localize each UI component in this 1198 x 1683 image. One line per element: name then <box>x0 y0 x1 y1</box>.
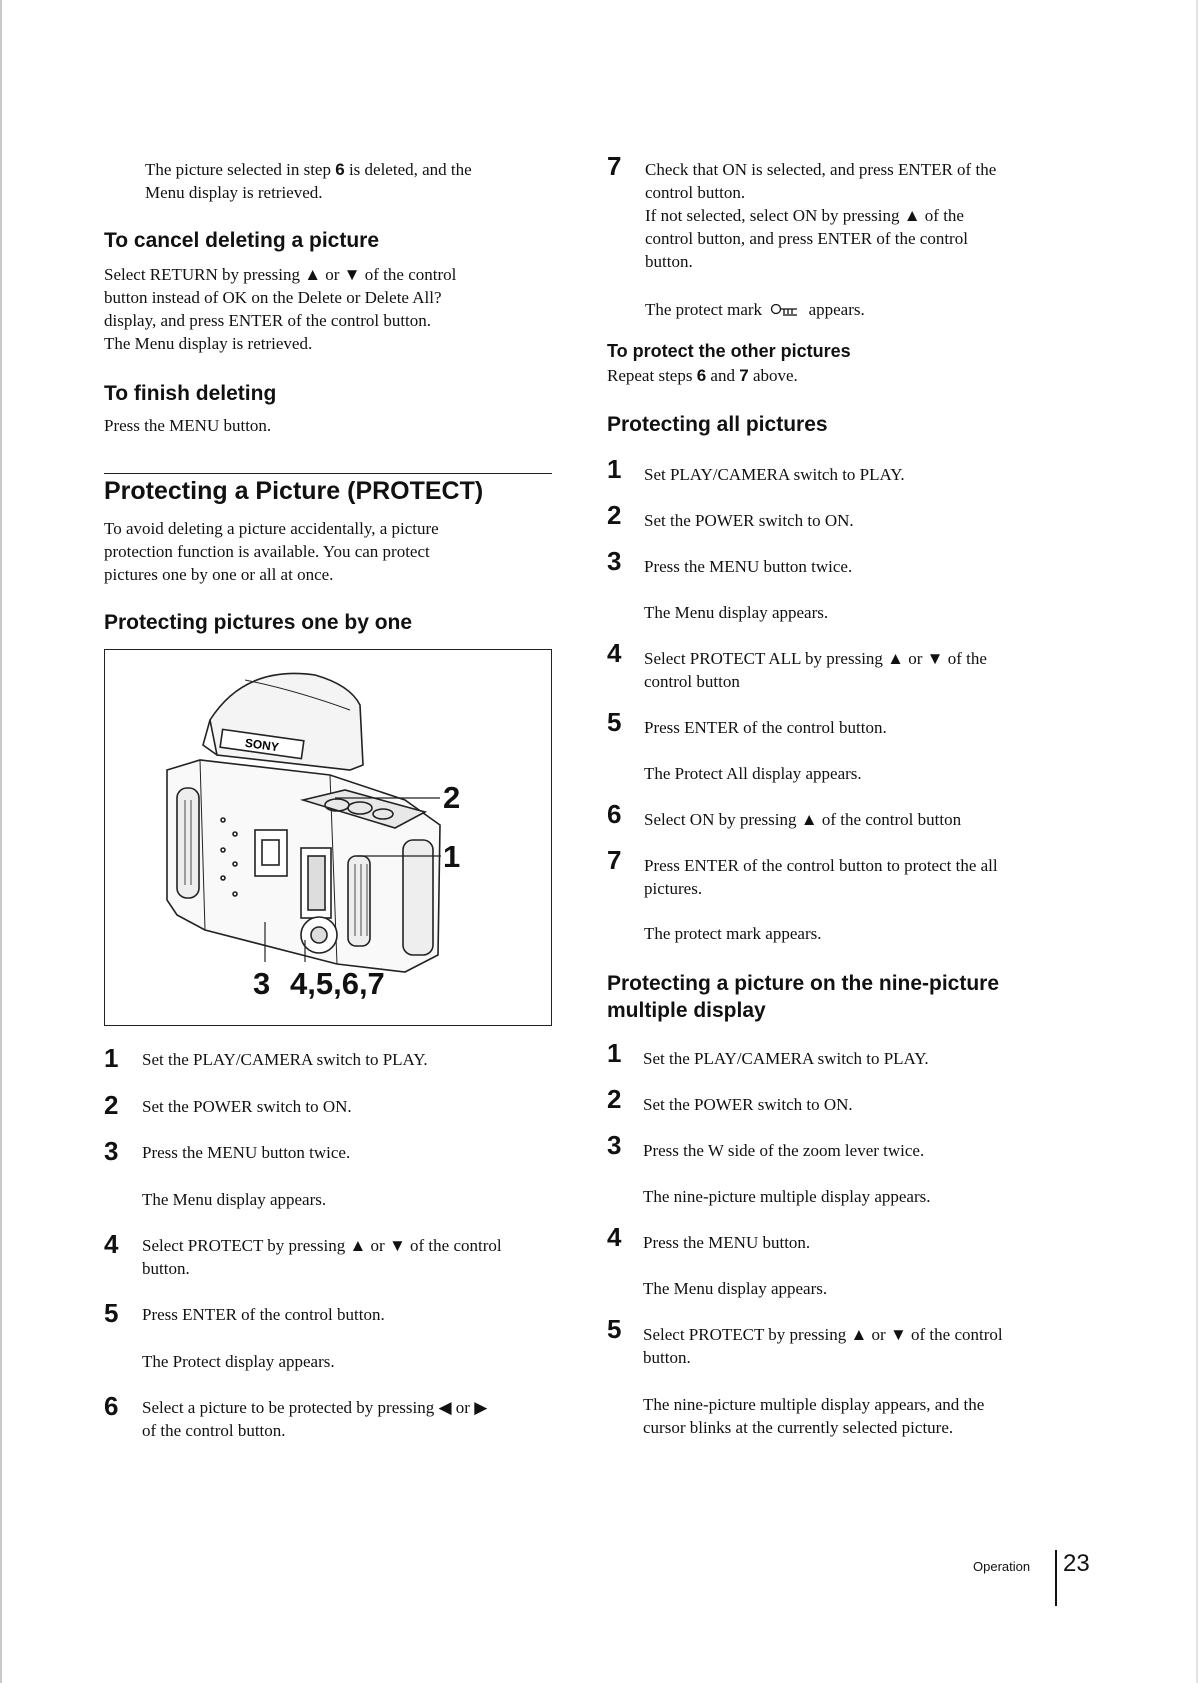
step-text: Select ON by pressing ▲ of the control button <box>644 810 962 829</box>
step-note: The nine-picture multiple display appears. <box>643 1187 931 1206</box>
step-number: 6 <box>104 1391 119 1421</box>
finish-text: Press the MENU button. <box>104 416 272 435</box>
callout-2: 2 <box>443 780 461 815</box>
step-text: Press ENTER of the control button. <box>142 1305 385 1324</box>
step-text: Set the PLAY/CAMERA switch to PLAY. <box>142 1050 428 1069</box>
step-number: 5 <box>104 1298 119 1328</box>
heading-protecting-all: Protecting all pictures <box>607 413 828 436</box>
step-number: 2 <box>104 1090 119 1120</box>
protect-mark-icon <box>770 301 800 317</box>
scan-edge-left <box>0 0 2 1683</box>
step-number: 5 <box>607 707 622 737</box>
step-number: 5 <box>607 1314 622 1344</box>
callout-3: 3 <box>253 966 271 1001</box>
heading-one-by-one: Protecting pictures one by one <box>104 611 413 634</box>
callout-4567: 4,5,6,7 <box>290 966 385 1001</box>
step-number: 4 <box>607 1222 622 1252</box>
camera-brand-label: SONY <box>244 735 280 755</box>
step-text: Press ENTER of the control button. <box>644 718 887 737</box>
camera-illustration <box>105 650 551 1025</box>
protect-intro: To avoid deleting a picture accidentally, a picture protection function is available. You can protect pictures one by one or all at once. <box>104 519 439 584</box>
heading-nine-picture: Protecting a picture on the nine-picture multiple display <box>607 972 1000 1022</box>
section-rule <box>104 473 552 474</box>
step-note: The Menu display appears. <box>643 1279 828 1298</box>
step-number: 1 <box>607 454 622 484</box>
callout-1: 1 <box>443 839 461 874</box>
step-number: 7 <box>607 845 622 875</box>
protect-mark-note: The protect mark appears. <box>645 300 865 319</box>
step-text: Press the W side of the zoom lever twice. <box>643 1141 925 1160</box>
step-text: Set the PLAY/CAMERA switch to PLAY. <box>643 1049 929 1068</box>
heading-protecting-picture: Protecting a Picture (PROTECT) <box>104 477 484 505</box>
step-text: Select a picture to be protected by pressing ◀ or ▶ of the control button. <box>142 1398 488 1440</box>
step7-text: Check that ON is selected, and press ENTER of the control button. If not selected, select ON by pressing ▲ of the control button, and press ENTER of the control button. <box>645 160 997 271</box>
step-text: Set the POWER switch to ON. <box>643 1095 853 1114</box>
step-text: Press ENTER of the control button to protect the all pictures. <box>644 856 998 898</box>
step-text: Select PROTECT by pressing ▲ or ▼ of the control button. <box>142 1236 502 1278</box>
footer-section-label: Operation <box>973 1559 1031 1574</box>
heading-cancel-deleting: To cancel deleting a picture <box>104 229 380 252</box>
step-number: 1 <box>104 1043 119 1073</box>
heading-finish-deleting: To finish deleting <box>104 382 277 405</box>
step-text: Select PROTECT ALL by pressing ▲ or ▼ of the control button <box>644 649 987 691</box>
step-number: 2 <box>607 500 622 530</box>
step-number: 4 <box>104 1229 119 1259</box>
step-text: Set the POWER switch to ON. <box>142 1097 352 1116</box>
step-number: 2 <box>607 1084 622 1114</box>
step-text: Set PLAY/CAMERA switch to PLAY. <box>644 465 905 484</box>
page-number: 23 <box>1063 1550 1090 1577</box>
step-text: Select PROTECT by pressing ▲ or ▼ of the control button. <box>643 1325 1003 1367</box>
step-number: 3 <box>104 1136 119 1166</box>
footer-divider <box>1055 1550 1057 1606</box>
step-note: The Protect All display appears. <box>644 764 862 783</box>
step-note: The Menu display appears. <box>142 1190 327 1209</box>
step-number: 1 <box>607 1038 622 1068</box>
step-text: Press the MENU button. <box>643 1233 811 1252</box>
step-number: 6 <box>607 799 622 829</box>
step-number: 3 <box>607 546 622 576</box>
cancel-paragraph: Select RETURN by pressing ▲ or ▼ of the control button instead of OK on the Delete or Delete All? display, and press ENTER of the control button. The Menu display is retrieved. <box>104 265 457 353</box>
camera-figure <box>104 649 552 1026</box>
step-text: Press the MENU button twice. <box>644 557 853 576</box>
step-number: 4 <box>607 638 622 668</box>
step-number: 3 <box>607 1130 622 1160</box>
step-note: The Menu display appears. <box>644 603 829 622</box>
step-text: Set the POWER switch to ON. <box>644 511 854 530</box>
step-note: The nine-picture multiple display appears, and the cursor blinks at the currently selected picture. <box>643 1395 985 1437</box>
step-text: Press the MENU button twice. <box>142 1143 351 1162</box>
intro-paragraph: The picture selected in step 6 is deleted, and the Menu display is retrieved. <box>145 160 472 202</box>
step-ref: 6 <box>335 160 345 179</box>
step-note: The Protect display appears. <box>142 1352 335 1371</box>
heading-protect-other: To protect the other pictures <box>607 341 851 361</box>
protect-other-text: Repeat steps 6 and 7 above. <box>607 366 798 385</box>
step-number: 7 <box>607 151 622 181</box>
step-note: The protect mark appears. <box>644 924 822 943</box>
